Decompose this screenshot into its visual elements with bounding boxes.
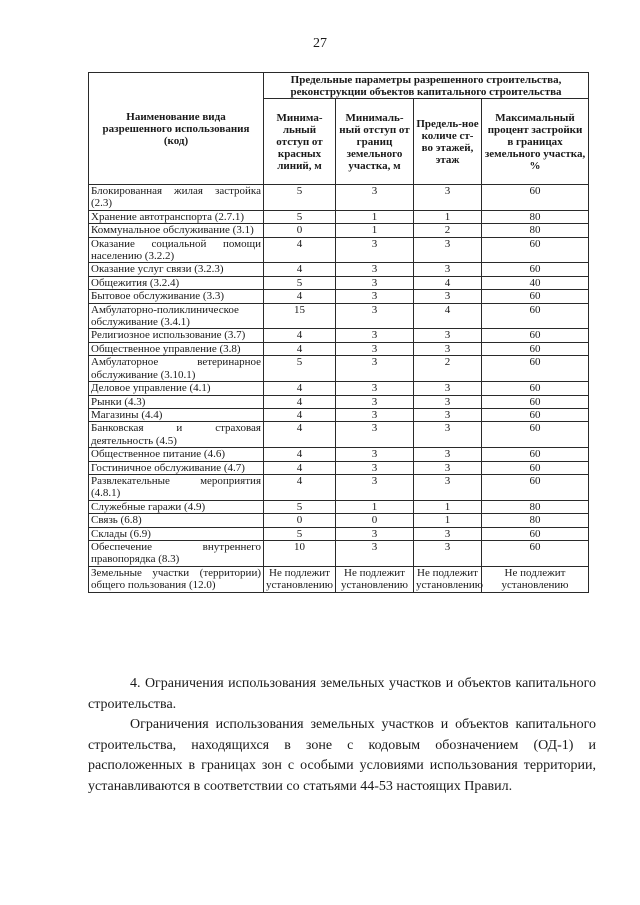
table-row (89, 342, 589, 355)
use-type-cell: Оказание услуг связи (3.2.3) (89, 263, 264, 276)
max-coverage-cell: 60 (482, 382, 589, 395)
max-floors-cell: 3 (414, 540, 482, 566)
table-row (89, 210, 589, 223)
use-type-cell: Амбулаторно-поликлиническое обслуживание (3.4.1) (89, 303, 264, 329)
use-type-cell: Магазины (4.4) (89, 408, 264, 421)
max-coverage-cell: 60 (482, 422, 589, 448)
max-coverage-cell: 60 (482, 474, 589, 500)
min-setback-boundaries-cell: 3 (336, 290, 414, 303)
min-setback-red-lines-cell: 4 (264, 395, 336, 408)
table-row (89, 185, 589, 211)
section-heading-paragraph: 4. Ограничения использования земельных участков и объектов капитального строительства. (88, 676, 596, 712)
table-row (89, 527, 589, 540)
max-floors-cell: 3 (414, 448, 482, 461)
min-setback-red-lines-cell: 4 (264, 422, 336, 448)
max-coverage-cell: 60 (482, 408, 589, 421)
table-row (89, 263, 589, 276)
max-floors-cell: 3 (414, 527, 482, 540)
use-type-cell: Общественное питание (4.6) (89, 448, 264, 461)
page-number: 27 (313, 36, 327, 51)
max-floors-cell: 4 (414, 303, 482, 329)
use-type-cell: Коммунальное обслуживание (3.1) (89, 224, 264, 237)
use-type-cell: Оказание социальной помощи населению (3.2.2) (89, 237, 264, 263)
min-setback-boundaries-cell: 3 (336, 408, 414, 421)
min-setback-boundaries-cell: 3 (336, 395, 414, 408)
table-row (89, 224, 589, 237)
max-floors-cell: 3 (414, 263, 482, 276)
use-type-cell: Гостиничное обслуживание (4.7) (89, 461, 264, 474)
max-floors-cell: 3 (414, 342, 482, 355)
parameters-table (88, 72, 589, 593)
header-parameters-group: Предельные параметры разрешенного строительства, реконструкции объектов капитального строительства (264, 73, 589, 99)
max-coverage-cell: 40 (482, 276, 589, 289)
min-setback-red-lines-cell: 4 (264, 382, 336, 395)
table-row (89, 329, 589, 342)
max-floors-cell: 1 (414, 210, 482, 223)
use-type-cell: Блокированная жилая застройка (2.3) (89, 185, 264, 211)
use-type-cell: Общественное управление (3.8) (89, 342, 264, 355)
min-setback-boundaries-cell: 3 (336, 474, 414, 500)
use-type-cell: Обеспечение внутреннего правопорядка (8.3) (89, 540, 264, 566)
body-paragraph: Ограничения использования земельных участков и объектов капитального строительства, находящихся в зоне с кодовым обозначением (ОД-1) и расположенных в границах зон с особыми условиями использования территории, устанавливаются в соответствии со статьями 44-53 настоящих Правил. (88, 717, 596, 794)
min-setback-boundaries-cell: 1 (336, 210, 414, 223)
max-coverage-cell: 60 (482, 290, 589, 303)
min-setback-boundaries-cell: 1 (336, 500, 414, 513)
max-coverage-cell: Не подлежит установлению (482, 566, 589, 592)
min-setback-boundaries-cell: 3 (336, 540, 414, 566)
max-floors-cell: Не подлежит установлению (414, 566, 482, 592)
min-setback-boundaries-cell: 3 (336, 382, 414, 395)
use-type-cell: Амбулаторное ветеринарное обслуживание (3.10.1) (89, 356, 264, 382)
min-setback-boundaries-cell: 3 (336, 185, 414, 211)
max-floors-cell: 3 (414, 237, 482, 263)
min-setback-red-lines-cell: 4 (264, 290, 336, 303)
min-setback-red-lines-cell: 0 (264, 224, 336, 237)
max-floors-cell: 4 (414, 276, 482, 289)
table-row (89, 461, 589, 474)
max-coverage-cell: 80 (482, 210, 589, 223)
max-coverage-cell: 80 (482, 500, 589, 513)
max-coverage-cell: 60 (482, 303, 589, 329)
max-floors-cell: 3 (414, 474, 482, 500)
table-row (89, 540, 589, 566)
max-floors-cell: 1 (414, 514, 482, 527)
table-row (89, 303, 589, 329)
max-floors-cell: 3 (414, 408, 482, 421)
max-floors-cell: 1 (414, 500, 482, 513)
use-type-cell: Религиозное использование (3.7) (89, 329, 264, 342)
header-max-coverage: Максимальный процент застройки в границах земельного участка, % (482, 99, 589, 185)
header-min-setback-red-lines: Минима-льный отступ от красных линий, м (264, 99, 336, 185)
max-coverage-cell: 60 (482, 395, 589, 408)
max-floors-cell: 3 (414, 382, 482, 395)
table-row (89, 408, 589, 421)
max-coverage-cell: 60 (482, 540, 589, 566)
table-row (89, 290, 589, 303)
table-row (89, 276, 589, 289)
min-setback-red-lines-cell: 4 (264, 474, 336, 500)
min-setback-red-lines-cell: 5 (264, 500, 336, 513)
min-setback-boundaries-cell: 3 (336, 237, 414, 263)
max-coverage-cell: 60 (482, 342, 589, 355)
min-setback-boundaries-cell: 3 (336, 422, 414, 448)
max-coverage-cell: 80 (482, 514, 589, 527)
max-floors-cell: 3 (414, 395, 482, 408)
max-floors-cell: 3 (414, 185, 482, 211)
use-type-cell: Хранение автотранспорта (2.7.1) (89, 210, 264, 223)
use-type-cell: Деловое управление (4.1) (89, 382, 264, 395)
min-setback-red-lines-cell: 4 (264, 461, 336, 474)
max-coverage-cell: 60 (482, 263, 589, 276)
use-type-cell: Рынки (4.3) (89, 395, 264, 408)
max-coverage-cell: 60 (482, 329, 589, 342)
use-type-cell: Служебные гаражи (4.9) (89, 500, 264, 513)
min-setback-red-lines-cell: 4 (264, 408, 336, 421)
min-setback-red-lines-cell: 4 (264, 342, 336, 355)
min-setback-red-lines-cell: 5 (264, 527, 336, 540)
max-coverage-cell: 80 (482, 224, 589, 237)
min-setback-red-lines-cell: 10 (264, 540, 336, 566)
table-row (89, 422, 589, 448)
use-type-cell: Общежития (3.2.4) (89, 276, 264, 289)
min-setback-boundaries-cell: 3 (336, 356, 414, 382)
min-setback-red-lines-cell: 0 (264, 514, 336, 527)
max-coverage-cell: 60 (482, 461, 589, 474)
min-setback-red-lines-cell: 5 (264, 356, 336, 382)
table-row (89, 395, 589, 408)
min-setback-red-lines-cell: 5 (264, 276, 336, 289)
min-setback-boundaries-cell: Не подлежит установлению (336, 566, 414, 592)
header-min-setback-boundaries: Минималь-ный отступ от границ земельного участка, м (336, 99, 414, 185)
min-setback-boundaries-cell: 3 (336, 303, 414, 329)
header-max-floors: Предель-ное количе ст-во этажей, этаж (414, 99, 482, 185)
table-row (89, 356, 589, 382)
max-coverage-cell: 60 (482, 527, 589, 540)
min-setback-boundaries-cell: 3 (336, 448, 414, 461)
min-setback-red-lines-cell: 4 (264, 448, 336, 461)
min-setback-red-lines-cell: 15 (264, 303, 336, 329)
header-use-type: Наименование вида разрешенного использования (код) (89, 73, 264, 185)
table-row (89, 500, 589, 513)
table-row (89, 237, 589, 263)
min-setback-red-lines-cell: 5 (264, 210, 336, 223)
min-setback-boundaries-cell: 3 (336, 276, 414, 289)
table-row (89, 566, 589, 592)
max-floors-cell: 3 (414, 461, 482, 474)
use-type-cell: Склады (6.9) (89, 527, 264, 540)
use-type-cell: Банковская и страховая деятельность (4.5) (89, 422, 264, 448)
table-row (89, 382, 589, 395)
min-setback-red-lines-cell: 4 (264, 263, 336, 276)
use-type-cell: Развлекательные мероприятия (4.8.1) (89, 474, 264, 500)
max-floors-cell: 2 (414, 356, 482, 382)
table-row (89, 514, 589, 527)
min-setback-red-lines-cell: 4 (264, 237, 336, 263)
max-floors-cell: 3 (414, 329, 482, 342)
min-setback-red-lines-cell: 5 (264, 185, 336, 211)
min-setback-boundaries-cell: 1 (336, 224, 414, 237)
min-setback-boundaries-cell: 0 (336, 514, 414, 527)
max-floors-cell: 2 (414, 224, 482, 237)
min-setback-boundaries-cell: 3 (336, 527, 414, 540)
table-body (89, 185, 589, 593)
min-setback-red-lines-cell: Не подлежит установлению (264, 566, 336, 592)
min-setback-boundaries-cell: 3 (336, 329, 414, 342)
table-row (89, 448, 589, 461)
min-setback-boundaries-cell: 3 (336, 461, 414, 474)
max-coverage-cell: 60 (482, 448, 589, 461)
max-floors-cell: 3 (414, 422, 482, 448)
max-coverage-cell: 60 (482, 356, 589, 382)
min-setback-boundaries-cell: 3 (336, 342, 414, 355)
max-floors-cell: 3 (414, 290, 482, 303)
use-type-cell: Связь (6.8) (89, 514, 264, 527)
max-coverage-cell: 60 (482, 237, 589, 263)
max-coverage-cell: 60 (482, 185, 589, 211)
use-type-cell: Земельные участки (территории) общего пользования (12.0) (89, 566, 264, 592)
use-type-cell: Бытовое обслуживание (3.3) (89, 290, 264, 303)
table-row (89, 474, 589, 500)
min-setback-red-lines-cell: 4 (264, 329, 336, 342)
min-setback-boundaries-cell: 3 (336, 263, 414, 276)
